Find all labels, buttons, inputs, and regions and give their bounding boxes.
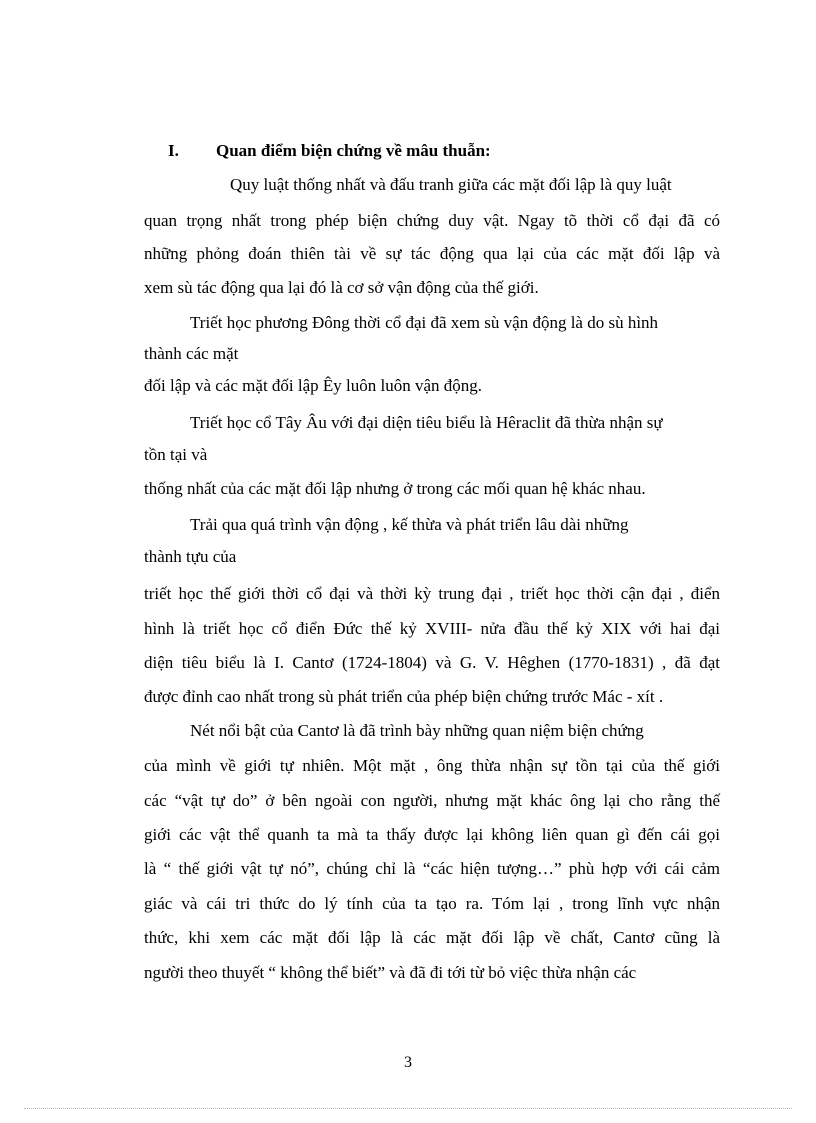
text-line: thành các mặt: [144, 344, 239, 363]
text-line: Triết học cổ Tây Âu với đại diện tiêu biểu là Hêraclit đã thừa nhận sự: [190, 413, 663, 432]
text-line: giác và cái tri thức do lý tính của ta tạo ra. Tóm lại , trong lĩnh vực nhận: [144, 894, 720, 913]
text-line: Trải qua quá trình vận động , kế thừa và phát triển lâu dài những: [190, 515, 629, 534]
text-line: là “ thế giới vật tự nó”, chúng chỉ là “các hiện tượng…” phù hợp với cái cảm: [144, 859, 720, 878]
section-number: I.: [168, 141, 179, 160]
text-line: Quy luật thống nhất và đấu tranh giữa các mặt đối lập là quy luật: [230, 175, 672, 194]
text-line: Triết học phương Đông thời cổ đại đã xem sù vận động là do sù hình: [190, 313, 659, 332]
page-number: 3: [404, 1054, 412, 1071]
section-heading: [168, 140, 491, 162]
text-line: Nét nổi bật của Cantơ là đã trình bày những quan niệm biện chứng: [190, 721, 644, 740]
text-line: triết học thế giới thời cổ đại và thời kỳ trung đại , triết học thời cận đại , điển: [144, 584, 720, 603]
text-line: giới các vật thể quanh ta mà ta thấy được lại không liên quan gì đến cái gọi: [144, 825, 720, 844]
text-line: những phỏng đoán thiên tài về sự tác động qua lại của các mặt đối lập và: [144, 244, 720, 263]
text-line: của mình về giới tự nhiên. Một mặt , ông thừa nhận sự tồn tại của thế giới: [144, 756, 720, 775]
text-line: thành tựu của: [144, 547, 237, 566]
section-title: Quan điểm biện chứng về mâu thuẫn:: [216, 141, 491, 160]
text-line: các “vật tự do” ở bên ngoài con người, nhưng mặt khác ông lại cho rằng thế: [144, 791, 720, 810]
text-line: người theo thuyết “ không thể biết” và đã đi tới từ bỏ việc thừa nhận các: [144, 963, 637, 982]
text-line: được đỉnh cao nhất trong sù phát triển của phép biện chứng trước Mác - xít .: [144, 687, 664, 706]
page-bottom-divider: [24, 1108, 792, 1109]
text-line: hình là triết học cổ điển Đức thế kỷ XVIII- nửa đầu thế kỷ XIX với hai đại: [144, 619, 720, 638]
text-line: thức, khi xem các mặt đối lập là các mặt đối lập về chất, Cantơ cũng là: [144, 928, 720, 947]
text-line: diện tiêu biểu là I. Cantơ (1724-1804) và G. V. Hêghen (1770-1831) , đã đạt: [144, 653, 720, 672]
text-line: quan trọng nhất trong phép biện chứng duy vật. Ngay tõ thời cổ đại đã có: [144, 211, 720, 230]
text-line: xem sù tác động qua lại đó là cơ sở vận động của thế giới.: [144, 278, 539, 297]
text-line: đối lập và các mặt đối lập Êy luôn luôn vận động.: [144, 376, 483, 395]
text-line: thống nhất của các mặt đối lập nhưng ở trong các mối quan hệ khác nhau.: [144, 479, 646, 498]
text-line: tồn tại và: [144, 445, 208, 464]
